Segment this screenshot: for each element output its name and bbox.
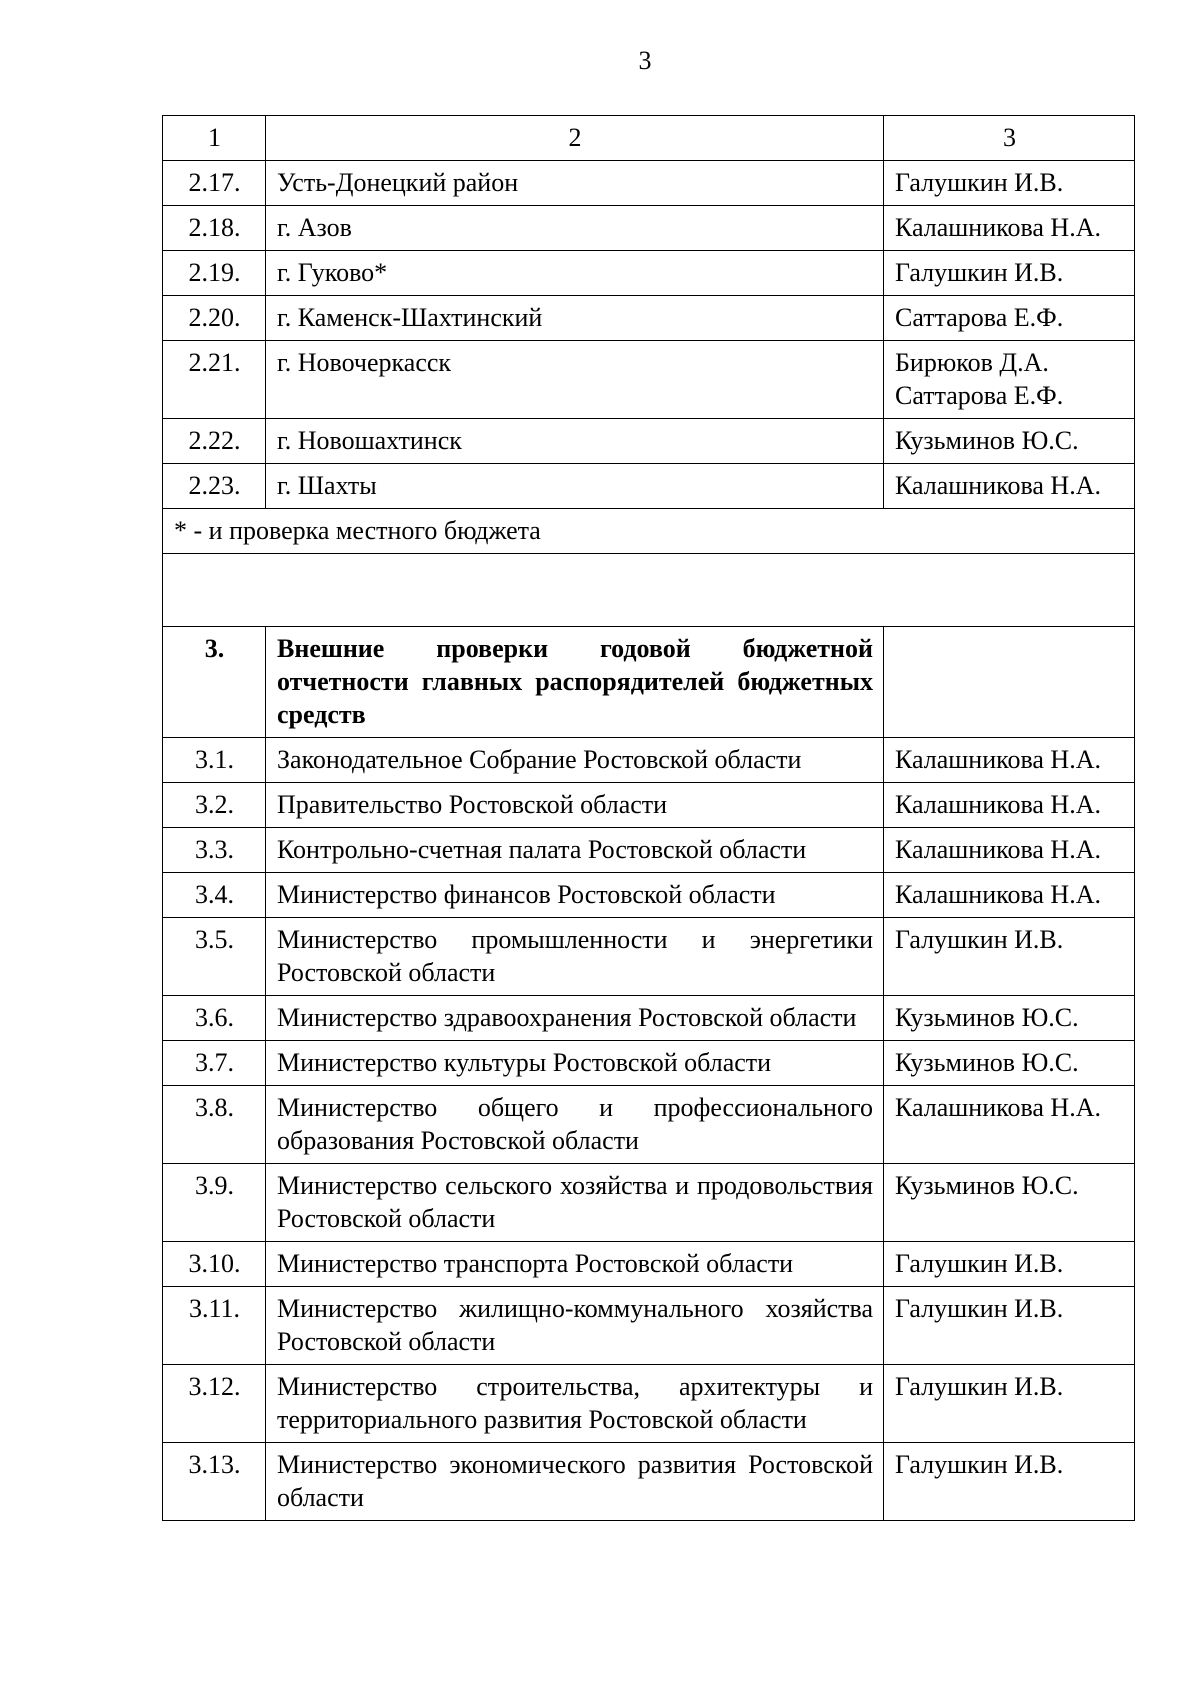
section-empty-cell: [884, 627, 1135, 738]
table-row: [163, 464, 1135, 509]
section-title: Внешние проверки годовой бюджетной отчетности главных распорядителей бюджетных средств: [266, 627, 884, 738]
responsible-person: Кузьминов Ю.С.: [884, 996, 1135, 1041]
row-number: 3.11.: [163, 1287, 266, 1365]
responsible-person: Калашникова Н.А.: [884, 1086, 1135, 1164]
row-number: 3.4.: [163, 873, 266, 918]
row-number: 2.22.: [163, 419, 266, 464]
entity-name: г. Новошахтинск: [266, 419, 884, 464]
entity-name: Министерство финансов Ростовской области: [266, 873, 884, 918]
row-number: 2.23.: [163, 464, 266, 509]
row-number: 2.19.: [163, 251, 266, 296]
entity-name: Законодательное Собрание Ростовской области: [266, 738, 884, 783]
table-row: [163, 828, 1135, 873]
table-row: [163, 161, 1135, 206]
entity-name: Министерство общего и профессионального образования Ростовской области: [266, 1086, 884, 1164]
table-row: [163, 206, 1135, 251]
responsible-person: Калашникова Н.А.: [884, 783, 1135, 828]
responsible-person: Галушкин И.В.: [884, 918, 1135, 996]
row-number: 3.13.: [163, 1443, 266, 1521]
row-number: 3.8.: [163, 1086, 266, 1164]
entity-name: г. Каменск-Шахтинский: [266, 296, 884, 341]
table-row: [163, 1086, 1135, 1164]
responsible-person: Кузьминов Ю.С.: [884, 419, 1135, 464]
table-row: [163, 341, 1135, 419]
responsible-person: Галушкин И.В.: [884, 1443, 1135, 1521]
entity-name: Министерство жилищно-коммунального хозяйства Ростовской области: [266, 1287, 884, 1365]
row-number: 3.9.: [163, 1164, 266, 1242]
row-number: 2.21.: [163, 341, 266, 419]
section-header-row: [163, 627, 1135, 738]
table-row: [163, 1041, 1135, 1086]
responsible-person: Калашникова Н.А.: [884, 738, 1135, 783]
table-row: [163, 1443, 1135, 1521]
responsible-person: Галушкин И.В.: [884, 1287, 1135, 1365]
row-number: 3.6.: [163, 996, 266, 1041]
row-number: 2.17.: [163, 161, 266, 206]
footnote-row: [163, 509, 1135, 554]
table-row: [163, 251, 1135, 296]
responsible-person: Кузьминов Ю.С.: [884, 1041, 1135, 1086]
responsible-person: Галушкин И.В.: [884, 1242, 1135, 1287]
table-row: [163, 1164, 1135, 1242]
responsible-person: Калашникова Н.А.: [884, 828, 1135, 873]
entity-name: Министерство здравоохранения Ростовской области: [266, 996, 884, 1041]
row-number: 3.5.: [163, 918, 266, 996]
responsible-person: Калашникова Н.А.: [884, 464, 1135, 509]
entity-name: Министерство экономического развития Ростовской области: [266, 1443, 884, 1521]
row-number: 3.3.: [163, 828, 266, 873]
page-number: 3: [638, 46, 652, 75]
assignment-table: [162, 115, 1135, 1521]
responsible-person: Калашникова Н.А.: [884, 206, 1135, 251]
entity-name: г. Азов: [266, 206, 884, 251]
entity-name: Усть-Донецкий район: [266, 161, 884, 206]
table-row: [163, 996, 1135, 1041]
spacer-cell: [163, 554, 1135, 627]
responsible-person: Кузьминов Ю.С.: [884, 1164, 1135, 1242]
column-header: 1: [163, 116, 266, 161]
responsible-person: Галушкин И.В.: [884, 161, 1135, 206]
responsible-person: Калашникова Н.А.: [884, 873, 1135, 918]
responsible-person: Галушкин И.В.: [884, 1365, 1135, 1443]
row-number: 2.18.: [163, 206, 266, 251]
entity-name: Правительство Ростовской области: [266, 783, 884, 828]
row-number: 3.10.: [163, 1242, 266, 1287]
table-row: [163, 296, 1135, 341]
responsible-person: Саттарова Е.Ф.: [884, 296, 1135, 341]
table-row: [163, 873, 1135, 918]
table-row: [163, 419, 1135, 464]
table-row: [163, 918, 1135, 996]
entity-name: Министерство сельского хозяйства и продовольствия Ростовской области: [266, 1164, 884, 1242]
responsible-person: Саттарова Е.Ф.: [895, 381, 1064, 410]
spacer-row: [163, 554, 1135, 627]
row-number: 3.12.: [163, 1365, 266, 1443]
row-number: 3.7.: [163, 1041, 266, 1086]
responsible-person: Бирюков Д.А.: [895, 348, 1049, 377]
section-number: 3.: [163, 627, 266, 738]
table-row: [163, 1242, 1135, 1287]
column-header: 3: [884, 116, 1135, 161]
row-number: 3.2.: [163, 783, 266, 828]
table-row: [163, 738, 1135, 783]
table-header-row: [163, 116, 1135, 161]
entity-name: Министерство промышленности и энергетики Ростовской области: [266, 918, 884, 996]
entity-name: Контрольно-счетная палата Ростовской области: [266, 828, 884, 873]
entity-name: Министерство строительства, архитектуры и территориального развития Ростовской области: [266, 1365, 884, 1443]
entity-name: г. Гуково*: [266, 251, 884, 296]
column-header: 2: [266, 116, 884, 161]
table-row: [163, 1365, 1135, 1443]
responsible-persons: [884, 341, 1135, 419]
entity-name: г. Новочеркасск: [266, 341, 884, 419]
table-row: [163, 1287, 1135, 1365]
table-row: [163, 783, 1135, 828]
row-number: 2.20.: [163, 296, 266, 341]
row-number: 3.1.: [163, 738, 266, 783]
footnote: * - и проверка местного бюджета: [163, 509, 1135, 554]
entity-name: Министерство культуры Ростовской области: [266, 1041, 884, 1086]
responsible-person: Галушкин И.В.: [884, 251, 1135, 296]
entity-name: г. Шахты: [266, 464, 884, 509]
entity-name: Министерство транспорта Ростовской области: [266, 1242, 884, 1287]
